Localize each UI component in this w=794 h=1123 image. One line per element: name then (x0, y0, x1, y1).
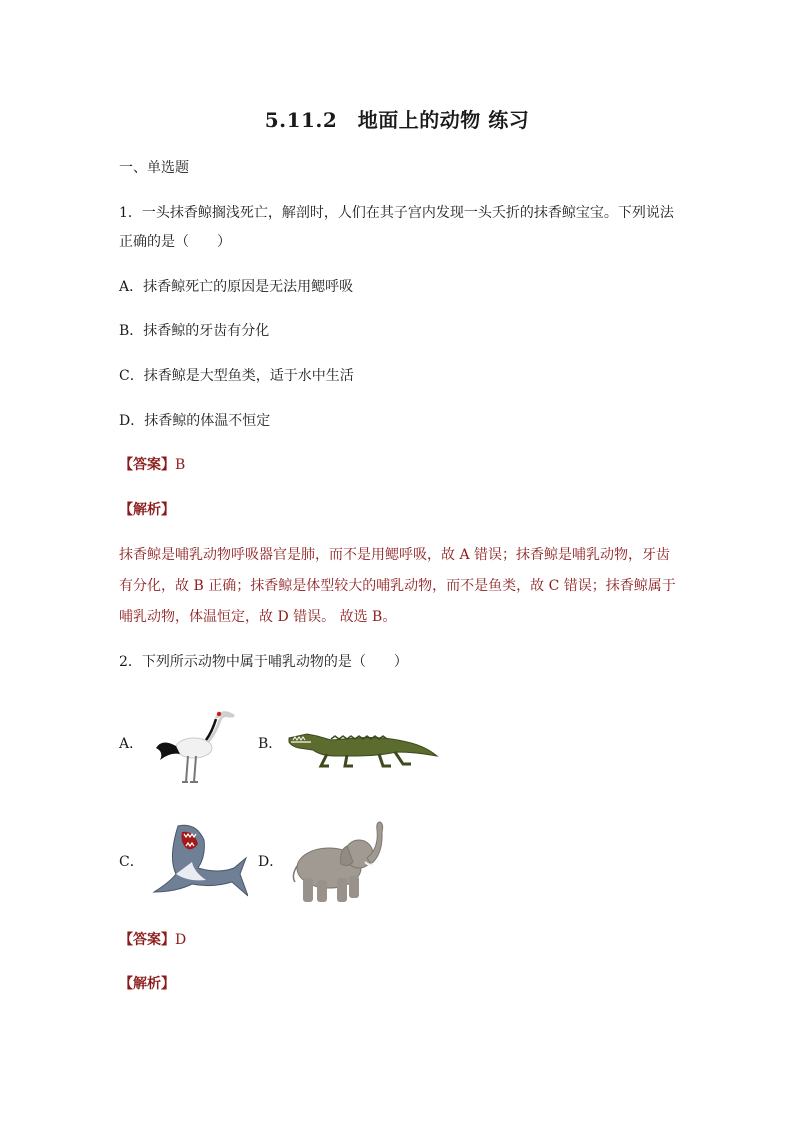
q2-option-d-label: D． (258, 854, 284, 870)
crocodile-image (287, 722, 439, 768)
q2-option-a-label: A． (119, 736, 144, 752)
q1-option-d: D．抹香鲸的体温不恒定 (119, 413, 271, 429)
page-title: 5.11.2 地面上的动物 练习 (264, 108, 530, 132)
q2-option-b-label: B． (258, 736, 283, 752)
q1-option-a: A．抹香鲸死亡的原因是无法用鳃呼吸 (119, 279, 354, 295)
q1-answer (119, 455, 185, 475)
q1-stem-line2: 正确的是（ ） (119, 234, 231, 250)
q2-stem: 2．下列所示动物中属于哺乳动物的是（ ） (119, 654, 408, 670)
section-heading: 一、单选题 (119, 160, 189, 176)
q1-analysis-tag: 【解析】 (119, 502, 175, 518)
elephant-image (289, 820, 385, 904)
q2-answer-tag: 【答案】 (119, 932, 175, 948)
q1-option-c: C．抹香鲸是大型鱼类，适于水中生活 (119, 368, 354, 384)
shark-image (148, 822, 248, 898)
q2-option-c-label: C． (119, 854, 144, 870)
q1-answer-value: B (175, 457, 186, 473)
q1-option-b: B．抹香鲸的牙齿有分化 (119, 323, 270, 339)
q2-answer (119, 930, 186, 950)
q1-answer-tag: 【答案】 (119, 457, 175, 473)
q2-answer-value: D (175, 932, 187, 948)
q1-analysis-line3: 哺乳动物，体温恒定，故 D 错误。 故选 B。 (119, 609, 397, 625)
q1-stem-line1: 1．一头抹香鲸搁浅死亡，解剖时，人们在其子宫内发现一头夭折的抹香鲸宝宝。下列说法 (119, 205, 674, 221)
q2-analysis-tag: 【解析】 (119, 976, 175, 992)
q1-analysis-line1: 抹香鲸是哺乳动物呼吸器官是肺，而不是用鳃呼吸，故 A 错误；抹香鲸是哺乳动物，牙齿 (119, 547, 671, 563)
q1-analysis-line2: 有分化，故 B 正确；抹香鲸是体型较大的哺乳动物，而不是鱼类，故 C 错误；抹香鲸属于 (119, 578, 676, 594)
crane-image (150, 708, 240, 784)
